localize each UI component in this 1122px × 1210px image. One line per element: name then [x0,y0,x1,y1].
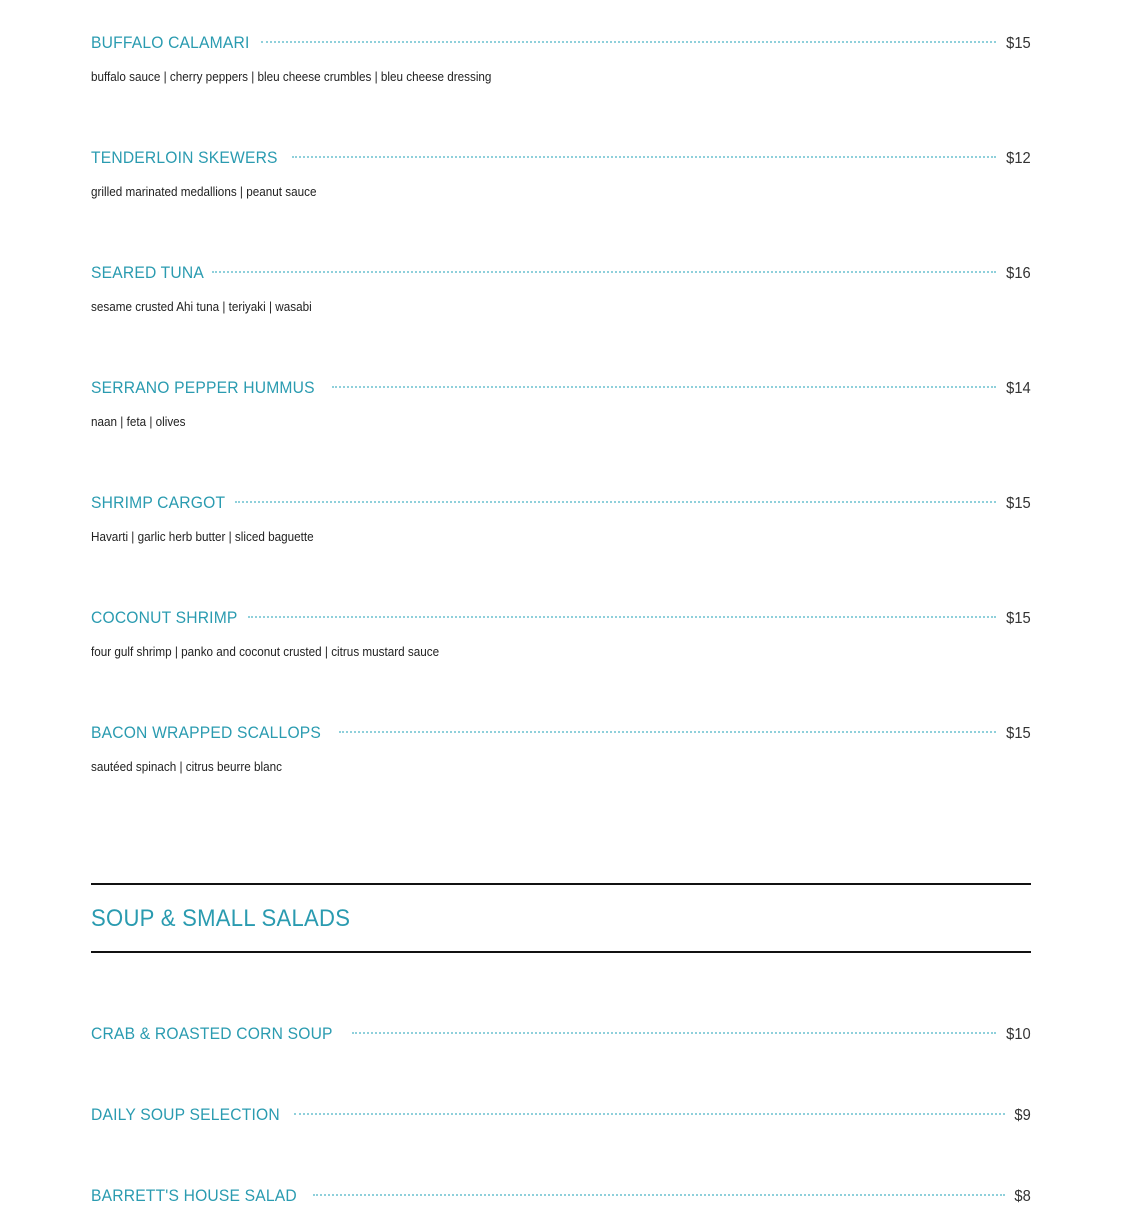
dotted-leader [248,616,996,618]
menu-item-name: BARRETT'S HOUSE SALAD [91,1186,297,1205]
menu-item [91,723,1031,774]
dotted-leader [339,731,996,733]
menu-item-price: $12 [1006,150,1031,167]
menu-item-row [91,493,1031,517]
menu-item [91,493,1031,544]
menu-item-price: $9 [1014,1107,1031,1124]
menu-item-description: Havarti | garlic herb butter | sliced baguette [91,529,314,544]
menu-item-price: $8 [1014,1188,1031,1205]
dotted-leader [292,156,996,158]
menu-item-row [91,1105,1031,1129]
menu-item-name: COCONUT SHRIMP [91,608,238,627]
dotted-leader [235,501,996,503]
menu-item-row [91,1024,1031,1048]
menu-item-price: $15 [1006,495,1031,512]
section-title: SOUP & SMALL SALADS [91,905,351,932]
menu-item-name: BUFFALO CALAMARI [91,33,250,52]
menu-item [91,1186,1031,1210]
menu-item-description: buffalo sauce | cherry peppers | bleu cheese crumbles | bleu cheese dressing [91,69,492,84]
menu-item-name: DAILY SOUP SELECTION [91,1105,280,1124]
menu-item-price: $14 [1006,380,1031,397]
menu-item-row [91,263,1031,287]
menu-item-description: four gulf shrimp | panko and coconut crusted | citrus mustard sauce [91,644,440,659]
dotted-leader [352,1032,997,1034]
menu-item-row [91,378,1031,402]
menu-item-name: SHRIMP CARGOT [91,493,226,512]
menu-page [91,0,1031,1209]
menu-item [91,1105,1031,1129]
menu-item-row [91,608,1031,632]
menu-item-price: $16 [1006,265,1031,282]
section-header [91,883,1031,953]
menu-item [91,378,1031,429]
menu-item [91,608,1031,659]
menu-item [91,33,1031,84]
menu-item-row [91,723,1031,747]
menu-item-name: SEARED TUNA [91,263,204,282]
menu-item-price: $15 [1006,610,1031,627]
menu-item-name: TENDERLOIN SKEWERS [91,148,278,167]
menu-item-name: SERRANO PEPPER HUMMUS [91,378,315,397]
menu-item [91,148,1031,199]
menu-item-row [91,1186,1031,1210]
menu-item [91,1024,1031,1048]
dotted-leader [212,271,996,273]
dotted-leader [294,1113,1005,1115]
menu-item-description: naan | feta | olives [91,414,186,429]
dotted-leader [261,41,996,43]
menu-item-description: grilled marinated medallions | peanut sauce [91,184,317,199]
menu-item-price: $15 [1006,35,1031,52]
dotted-leader [313,1194,1005,1196]
menu-item [91,263,1031,314]
menu-item-name: BACON WRAPPED SCALLOPS [91,723,322,742]
menu-item-row [91,33,1031,57]
menu-item-name: CRAB & ROASTED CORN SOUP [91,1024,333,1043]
menu-item-description: sesame crusted Ahi tuna | teriyaki | wasabi [91,299,312,314]
menu-item-price: $15 [1006,725,1031,742]
dotted-leader [332,386,996,388]
menu-item-row [91,148,1031,172]
menu-item-description: sautéed spinach | citrus beurre blanc [91,759,283,774]
menu-item-price: $10 [1006,1026,1031,1043]
